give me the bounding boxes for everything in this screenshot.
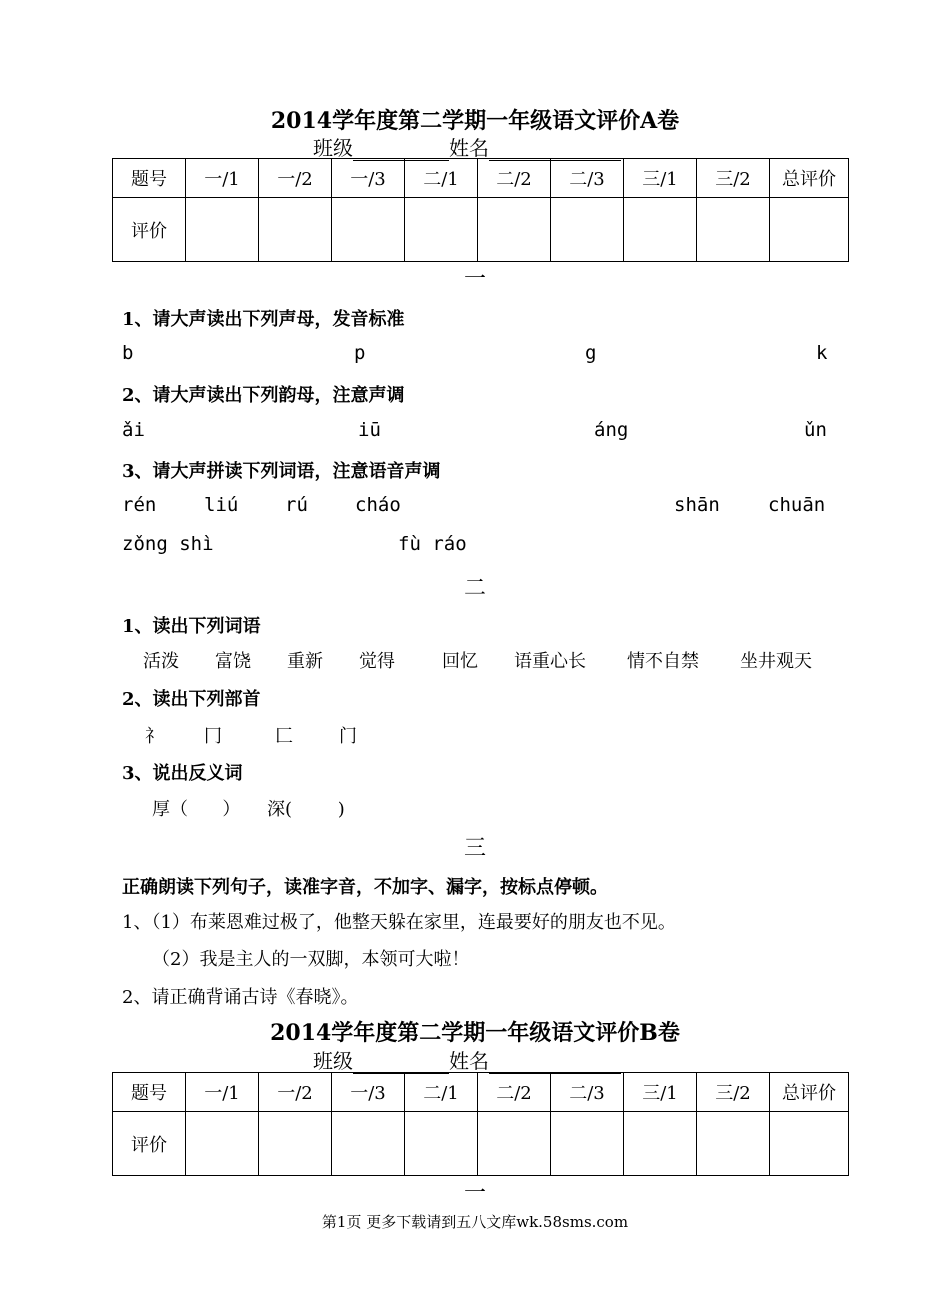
pinyin-word: rú: [285, 494, 308, 516]
page-footer: 第1页 更多下载请到五八文库wk.58sms.com: [321, 1213, 629, 1231]
word-item: 重新: [287, 651, 323, 672]
score-cell: [551, 198, 624, 262]
paper-b-class-name-line: [313, 1045, 621, 1074]
final-item: ǔn: [804, 419, 827, 441]
final-item: iū: [358, 419, 381, 441]
class-label: 班级: [313, 1049, 353, 1073]
score-cell: [259, 198, 332, 262]
part1-question-2: 2、请大声读出下列韵母，注意声调: [122, 385, 405, 406]
part1-question-1: 1、请大声读出下列声母，发音标准: [122, 309, 405, 330]
table-header-cell: 二/3: [551, 159, 624, 198]
part1-question-3: 3、请大声拼读下列词语，注意语音声调: [122, 461, 441, 482]
score-cell: [405, 198, 478, 262]
score-cell: [332, 198, 405, 262]
final-item: áng: [594, 419, 629, 441]
score-cell: [478, 1112, 551, 1176]
table-header-cell: 二/2: [478, 1073, 551, 1112]
table-header-cell: 三/2: [697, 159, 770, 198]
class-label: 班级: [313, 136, 353, 160]
table-header-cell: 一/2: [259, 1073, 332, 1112]
antonym-item: 厚（ ）: [152, 799, 241, 820]
pinyin-word: chuān: [768, 494, 826, 516]
section-one-heading: 一: [463, 267, 486, 292]
paper-a-score-table: [112, 158, 849, 262]
table-header-cell: 二/1: [405, 159, 478, 198]
part2-question-2: 2、读出下列部首: [122, 689, 261, 710]
table-header-cell: 一/2: [259, 159, 332, 198]
sentence-line-2: （2）我是主人的一双脚，本领可大啦！: [152, 949, 470, 970]
score-cell: [186, 1112, 259, 1176]
initial-item: k: [816, 342, 828, 364]
initial-item: g: [585, 342, 597, 364]
table-header-cell: 一/1: [186, 159, 259, 198]
section-three-heading: 三: [463, 836, 486, 861]
score-cell: [697, 198, 770, 262]
initial-item: b: [122, 342, 134, 364]
poem-instruction: 2、请正确背诵古诗《春晓》。: [122, 987, 359, 1008]
table-header-cell: 总评价: [770, 1073, 849, 1112]
name-label: 姓名: [449, 1049, 489, 1073]
score-cell: [259, 1112, 332, 1176]
part3-instruction: 正确朗读下列句子，读准字音，不加字、漏字，按标点停顿。: [122, 877, 608, 898]
score-cell: [624, 1112, 697, 1176]
score-cell: [478, 198, 551, 262]
table-header-cell: 一/3: [332, 1073, 405, 1112]
table-row-label: 评价: [113, 198, 186, 262]
initial-item: p: [354, 342, 366, 364]
word-item: 富饶: [215, 651, 251, 672]
antonym-item: 深( ): [267, 799, 345, 820]
word-item: 回忆: [442, 651, 478, 672]
score-cell: [186, 198, 259, 262]
score-cell: [405, 1112, 478, 1176]
part2-question-1: 1、读出下列词语: [122, 616, 261, 637]
class-blank: [353, 1053, 449, 1074]
word-item: 语重心长: [514, 651, 586, 672]
paper-b-title: 2014学年度第二学期一年级语文评价B卷: [270, 1020, 680, 1046]
score-cell: [770, 198, 849, 262]
part2-question-3: 3、说出反义词: [122, 763, 243, 784]
table-header-cell: 总评价: [770, 159, 849, 198]
final-item: ǎi: [122, 419, 145, 441]
table-header-cell: 题号: [113, 159, 186, 198]
pinyin-word: cháo: [355, 494, 401, 516]
table-header-cell: 三/1: [624, 159, 697, 198]
score-cell: [332, 1112, 405, 1176]
sentence-line-1: 1、（1）布莱恩难过极了，他整天躲在家里，连最要好的朋友也不见。: [122, 912, 676, 933]
score-cell: [551, 1112, 624, 1176]
pinyin-word: liú: [204, 494, 239, 516]
table-header-cell: 题号: [113, 1073, 186, 1112]
pinyin-word: zǒng shì: [122, 533, 214, 555]
radical-item: 门: [339, 726, 357, 747]
paper-b-score-table: [112, 1072, 849, 1176]
table-row-label: 评价: [113, 1112, 186, 1176]
table-header-cell: 三/2: [697, 1073, 770, 1112]
word-item: 觉得: [359, 651, 395, 672]
table-header-cell: 二/2: [478, 159, 551, 198]
pinyin-word: fù ráo: [398, 533, 467, 555]
radical-item: 匚: [275, 726, 293, 747]
name-label: 姓名: [449, 136, 489, 160]
radical-item: 礻: [145, 726, 163, 747]
word-item: 情不自禁: [627, 651, 699, 672]
table-header-cell: 一/3: [332, 159, 405, 198]
word-item: 坐井观天: [740, 651, 812, 672]
pinyin-word: shān: [674, 494, 720, 516]
paper-a-class-name-line: [313, 132, 621, 161]
paper-a-title: 2014学年度第二学期一年级语文评价A卷: [270, 108, 680, 134]
score-cell: [697, 1112, 770, 1176]
table-header-cell: 一/1: [186, 1073, 259, 1112]
paper-b-section-one-heading: 一: [463, 1181, 486, 1194]
table-header-cell: 二/1: [405, 1073, 478, 1112]
pinyin-word: rén: [122, 494, 157, 516]
radical-item: 冂: [204, 726, 222, 747]
section-two-heading: 二: [463, 576, 486, 601]
score-cell: [770, 1112, 849, 1176]
word-item: 活泼: [143, 651, 179, 672]
table-header-cell: 二/3: [551, 1073, 624, 1112]
score-cell: [624, 198, 697, 262]
table-header-cell: 三/1: [624, 1073, 697, 1112]
name-blank: [489, 1053, 621, 1074]
